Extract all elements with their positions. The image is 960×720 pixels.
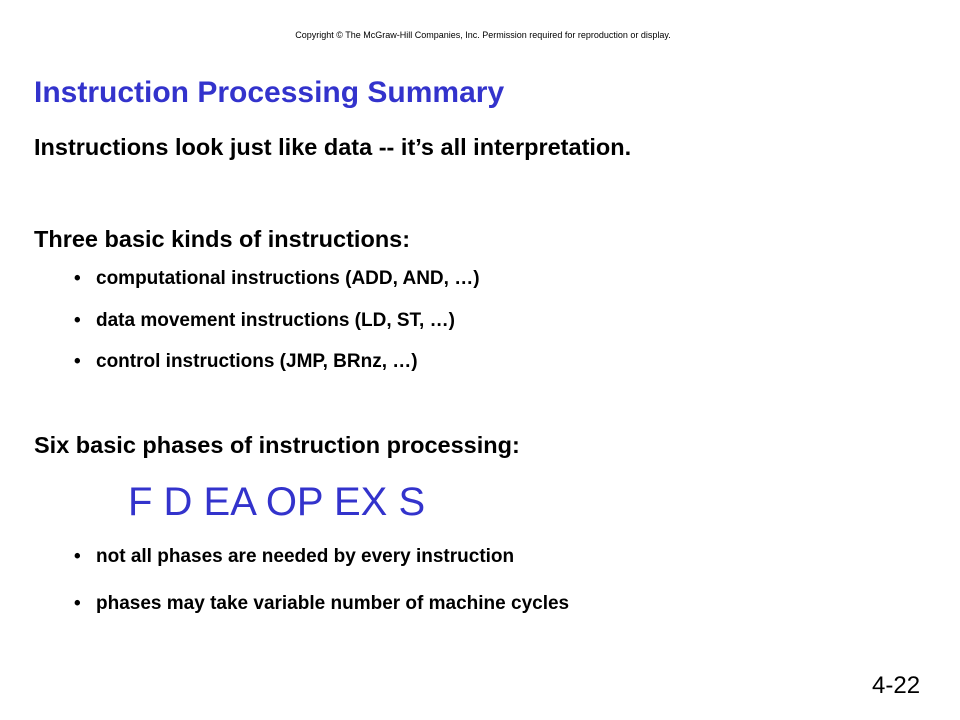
list-item-text: computational instructions (ADD, AND, …) <box>96 268 480 289</box>
list-item-text: not all phases are needed by every instruction <box>96 546 515 567</box>
copyright-notice: Copyright © The McGraw-Hill Companies, Inc. Permission required for reproduction or display. <box>295 30 671 40</box>
list-item-text: data movement instructions (LD, ST, …) <box>96 310 455 331</box>
phase-sequence: F D EA OP EX S <box>128 480 426 524</box>
slide-number: 4-22 <box>872 672 921 699</box>
bullet-glyph: • <box>74 351 81 372</box>
list-item <box>74 268 480 290</box>
bullet-glyph: • <box>74 310 81 331</box>
list-item-text: control instructions (JMP, BRnz, …) <box>96 351 418 372</box>
list-item <box>74 310 455 332</box>
kinds-heading: Three basic kinds of instructions: <box>34 226 411 252</box>
list-item <box>74 351 418 373</box>
intro-statement: Instructions look just like data -- it’s all interpretation. <box>34 134 632 160</box>
slide-title: Instruction Processing Summary <box>34 76 505 109</box>
list-item <box>74 593 569 615</box>
bullet-glyph: • <box>74 593 81 614</box>
bullet-glyph: • <box>74 546 81 567</box>
phases-heading: Six basic phases of instruction processing: <box>34 432 520 458</box>
bullet-glyph: • <box>74 268 81 289</box>
list-item-text: phases may take variable number of machine cycles <box>96 593 570 614</box>
list-item <box>74 546 514 568</box>
